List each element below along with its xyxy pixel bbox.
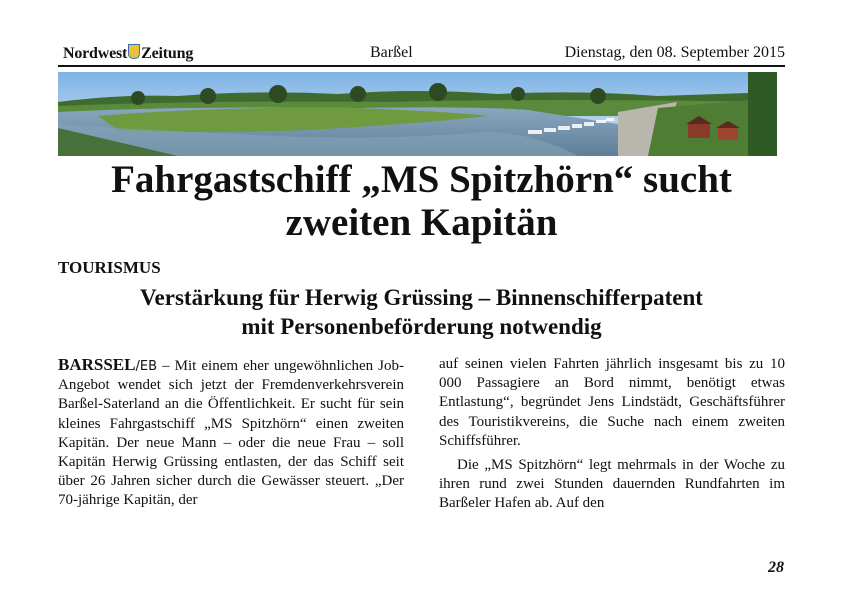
newspaper-logo bbox=[63, 44, 193, 63]
logo-text-zeitung: Zeitung bbox=[141, 45, 194, 62]
headline-line-1: Fahrgastschiff „MS Spitzhörn“ sucht bbox=[111, 158, 732, 201]
article-paragraph-2: Die „MS Spitzhörn“ legt mehrmals in der Woche zu ihren rund zwei Stunden dauernden Rundfahrten im Barßeler Hafen ab. Auf den bbox=[439, 457, 785, 512]
headline bbox=[58, 158, 785, 244]
article-paragraph bbox=[58, 355, 404, 511]
headline-line-2: zweiten Kapitän bbox=[285, 201, 558, 244]
harbor-panorama-photo bbox=[58, 72, 777, 156]
masthead bbox=[58, 44, 785, 66]
article-column-2 bbox=[439, 355, 785, 514]
subheadline-line-2: mit Personenbeförderung notwendig bbox=[241, 314, 602, 339]
dateline: BARSSEL bbox=[58, 355, 136, 374]
logo-text-nordwest: Nordwest bbox=[63, 45, 128, 62]
location-label: Barßel bbox=[370, 44, 413, 61]
article-column-1 bbox=[58, 355, 404, 511]
crest-icon bbox=[128, 44, 140, 59]
agency-tag: /EB bbox=[135, 359, 157, 374]
section-kicker: TOURISMUS bbox=[58, 258, 161, 277]
issue-date: Dienstag, den 08. September 2015 bbox=[564, 44, 785, 61]
subheadline bbox=[58, 283, 785, 341]
article-paragraph-continued: auf seinen vielen Fahrten jährlich insgesamt bis zu 10 000 Passagiere an Bord nimmt, benötigt etwas Entlastung“, begründet Jens Lindstädt, Geschäftsführer des Touristikvereins, die Suche nach einem zweiten Schiffsführer. bbox=[439, 356, 785, 449]
paragraph-text: – Mit einem eher ungewöhnlichen Job-Angebot wendet sich jetzt der Fremdenverkehrsverein Barßel-Saterland an die Öffentlichkeit. Er sucht für sein kleines Fahrgastschiff „MS Spitzhörn“ einen zweiten Kapitän. Der neue Mann – oder die neue Frau – soll Kapitän Herwig Grüssing entlasten, der das Schiff seit über 26 Jahren sicher durch die Gewässer steuert. „Der 70-jährige Kapitän, der bbox=[58, 358, 404, 509]
subheadline-line-1: Verstärkung für Herwig Grüssing – Binnenschifferpatent bbox=[140, 285, 703, 310]
header-rule bbox=[58, 65, 785, 67]
page-number: 28 bbox=[768, 559, 784, 576]
